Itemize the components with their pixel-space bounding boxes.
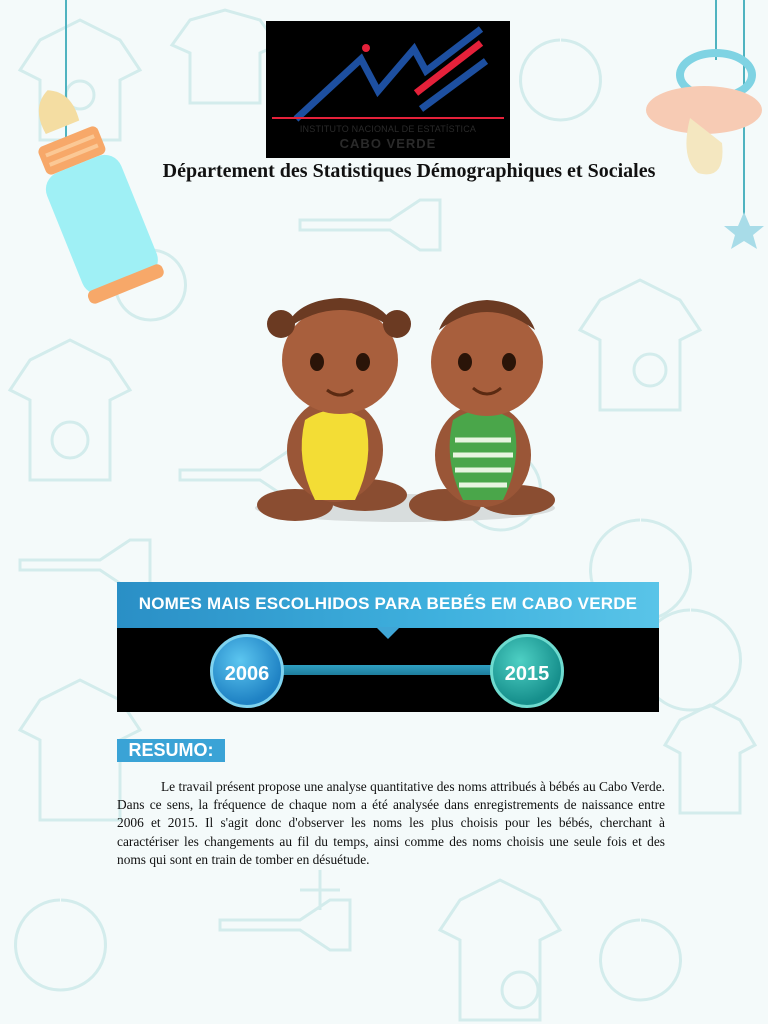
summary-paragraph-container — [117, 778, 665, 869]
baby-boy-figure — [409, 300, 555, 521]
summary-heading: RESUMO: — [128, 740, 214, 760]
ine-logo — [266, 21, 510, 158]
year-end-badge: 2015 — [490, 634, 564, 708]
logo-country-text: CABO VERDE — [339, 136, 437, 151]
logo-organization-text: INSTITUTO NACIONAL DE ESTATÍSTICA — [299, 124, 477, 134]
baby-girl-figure — [257, 298, 411, 521]
banner-title: NOMES MAIS ESCOLHIDOS PARA BEBÉS EM CABO VERDE — [138, 594, 638, 613]
title-banner — [117, 582, 659, 712]
pacifier-decoration — [640, 0, 768, 260]
department-title: Département des Statistiques Démographiques et Sociales — [162, 160, 656, 182]
banner-pointer — [376, 627, 400, 639]
year-start-badge: 2006 — [210, 634, 284, 708]
summary-paragraph: Le travail présent propose une analyse quantitative des noms attribués à bébés au Cabo Verde. Dans ce sens, la fréquence de chaque nom a été analysée dans enregistrements de naissance entre 2006 et 2015. Il s'agit donc d'observer les noms les plus choisis pour les bébés, cherchant à caractériser les changements au fil du temps, ainsi comme des noms choisis une seule fois et des noms qui sont en train de tomber en désuétude. — [117, 779, 665, 867]
summary-heading-box — [117, 739, 225, 762]
ine-logo-mark — [266, 21, 510, 125]
babies-illustration — [255, 290, 565, 530]
timeline-line — [262, 665, 522, 675]
